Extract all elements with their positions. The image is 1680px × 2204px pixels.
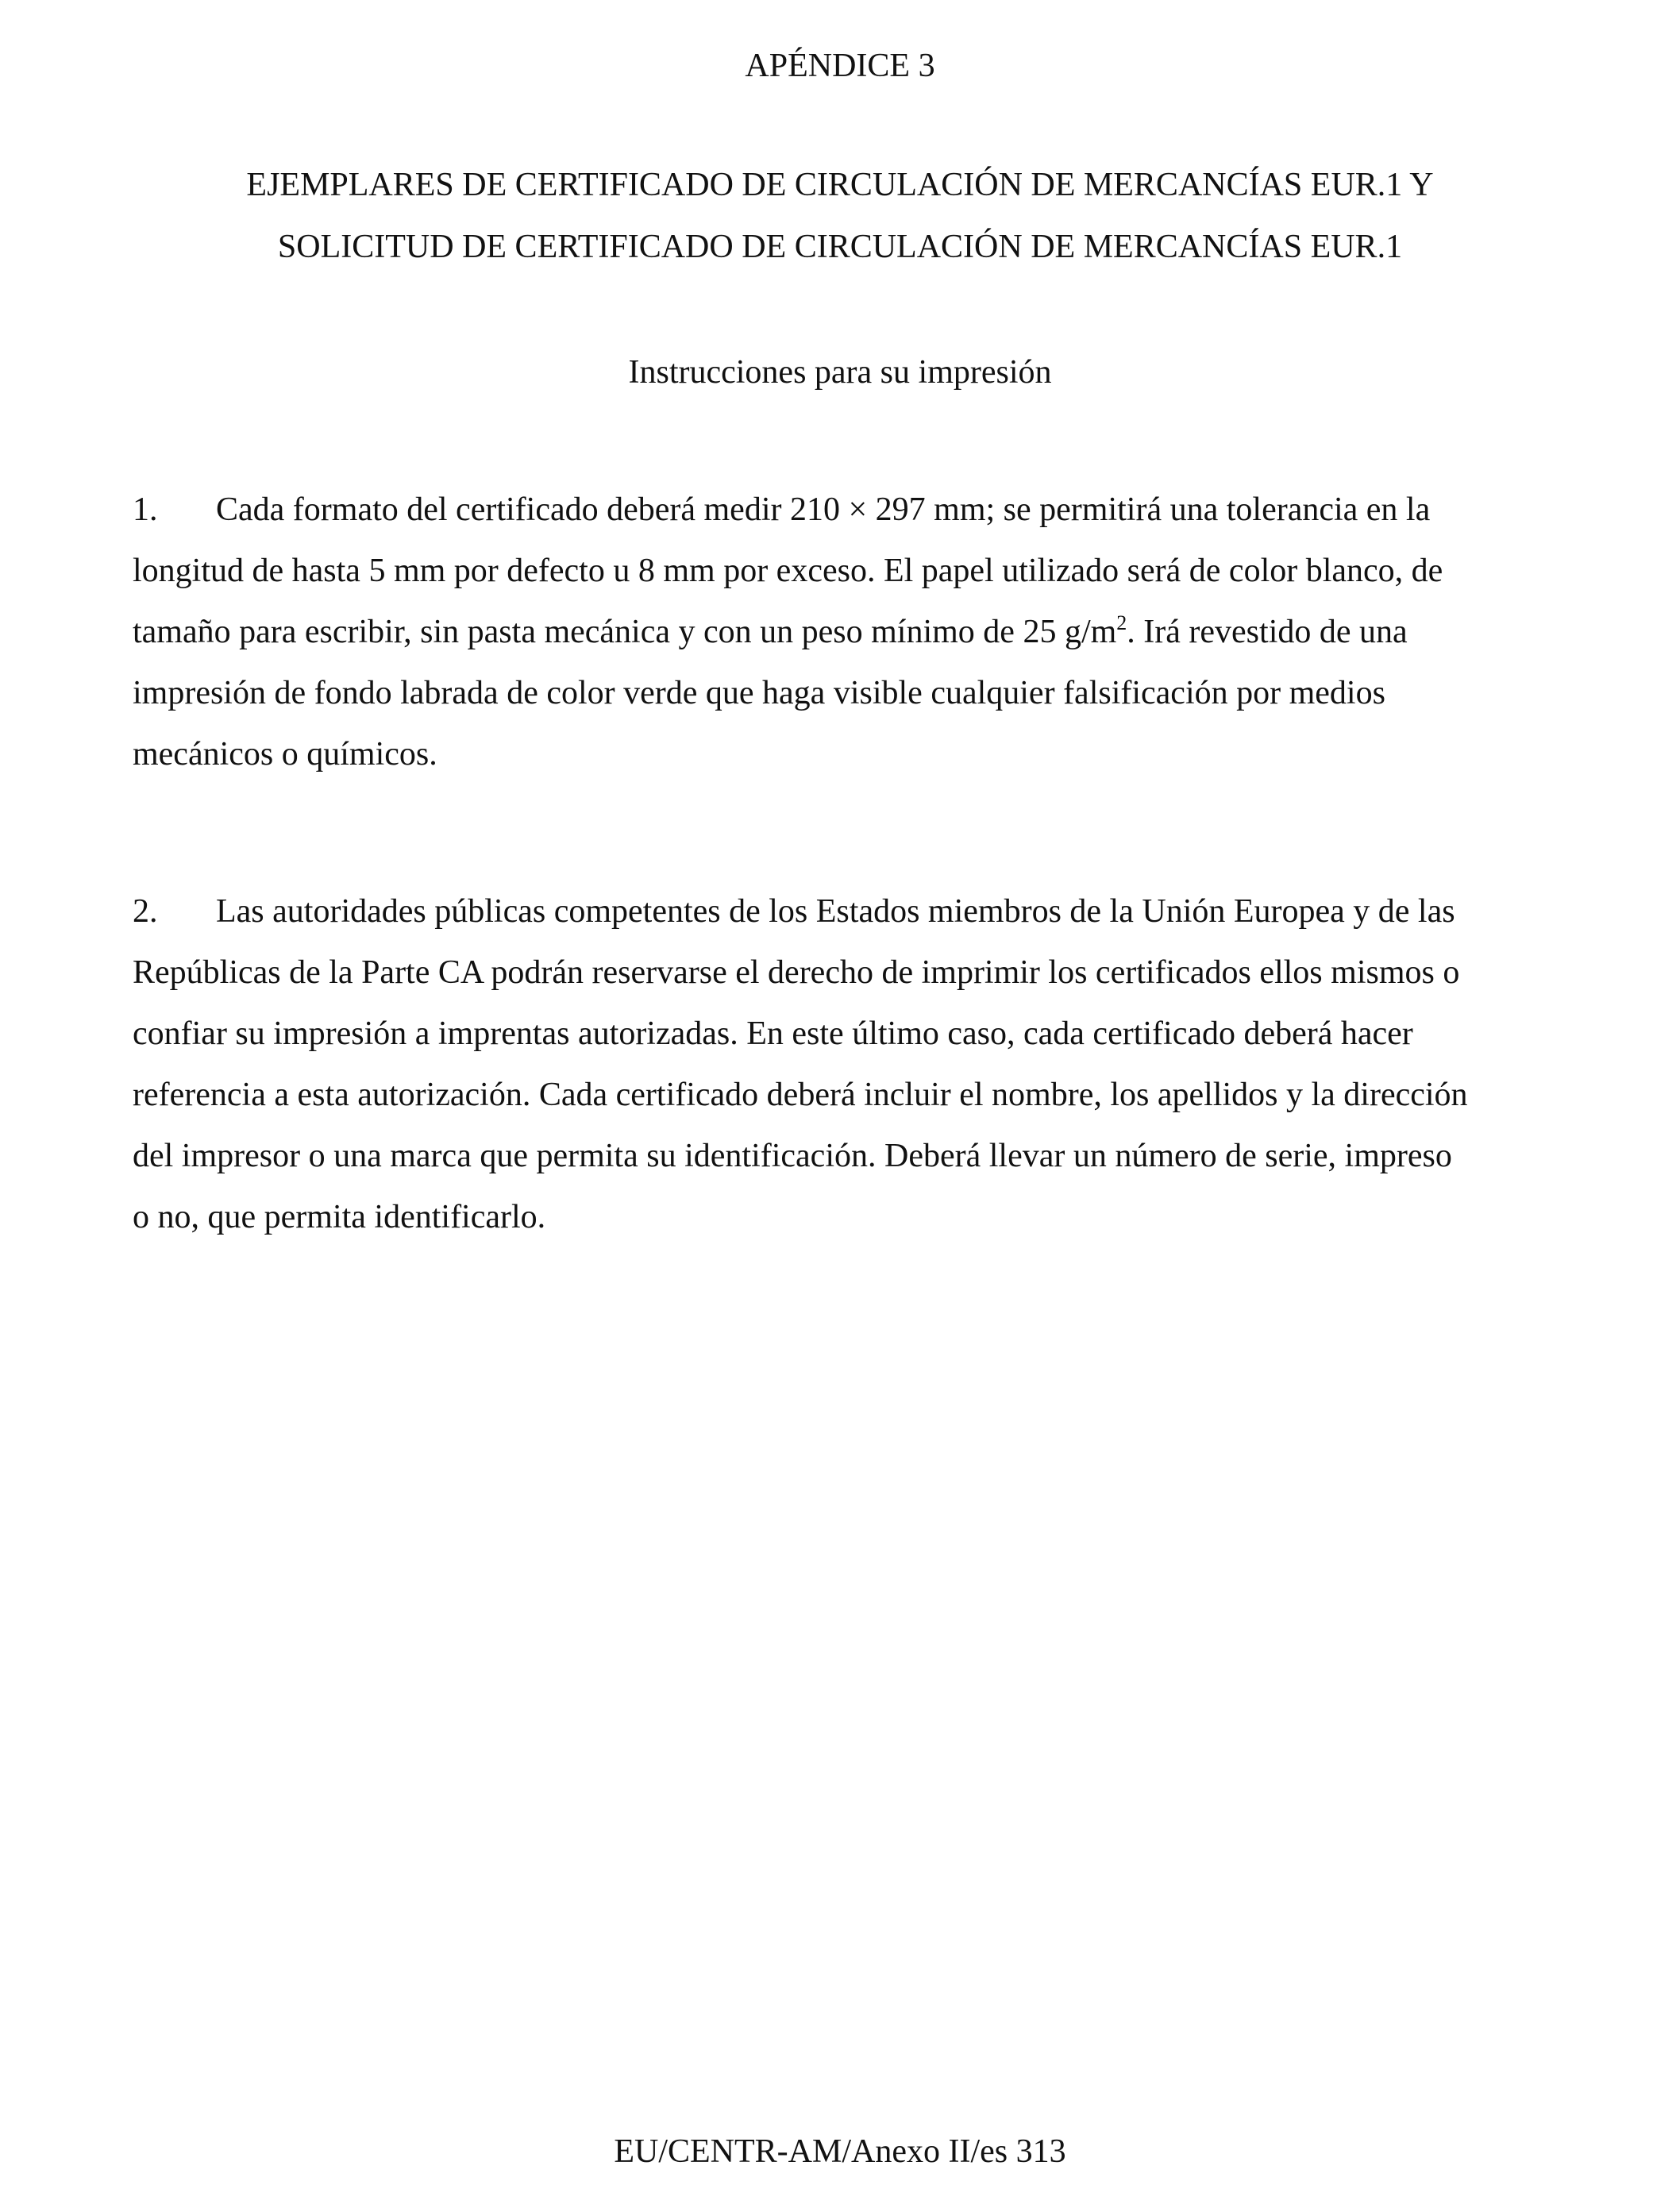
- paragraph-line: del impresor o una marca que permita su identificación. Deberá llevar un número de serie, impreso: [133, 1138, 1452, 1174]
- paragraph-number: 1.: [133, 491, 158, 528]
- paragraph-line: confiar su impresión a imprentas autorizadas. En este último caso, cada certificado deberá hacer: [133, 1015, 1413, 1052]
- document-title: [0, 154, 1680, 278]
- paragraph-line: longitud de hasta 5 mm por defecto u 8 mm por exceso. El papel utilizado será de color blanco, de: [133, 553, 1443, 589]
- paragraph-line: impresión de fondo labrada de color verde que haga visible cualquier falsificación por medios: [133, 675, 1385, 711]
- paragraph-line: Repúblicas de la Parte CA podrán reservarse el derecho de imprimir los certificados ellos mismos o: [133, 954, 1460, 991]
- title-line: SOLICITUD DE CERTIFICADO DE CIRCULACIÓN DE MERCANCÍAS EUR.1: [277, 229, 1403, 265]
- paragraph-line: [133, 480, 1562, 541]
- paragraph-2: [133, 881, 1562, 1248]
- paragraph-1: [133, 480, 1562, 785]
- paragraph-line: o no, que permita identificarlo.: [133, 1199, 546, 1235]
- page-footer: EU/CENTR-AM/Anexo II/es 313: [614, 2133, 1066, 2170]
- superscript: 2: [1116, 611, 1127, 634]
- section-subtitle: Instrucciones para su impresión: [628, 354, 1052, 391]
- paragraph-line: referencia a esta autorización. Cada certificado deberá incluir el nombre, los apellidos y la dirección: [133, 1077, 1468, 1113]
- paragraph-text: tamaño para escribir, sin pasta mecánica y con un peso mínimo de 25 g/m: [133, 614, 1117, 650]
- paragraph-text: Las autoridades públicas competentes de los Estados miembros de la Unión Europea y de las: [216, 893, 1455, 930]
- paragraph-text: . Irá revestido de una: [1127, 614, 1408, 650]
- title-line: EJEMPLARES DE CERTIFICADO DE CIRCULACIÓN DE MERCANCÍAS EUR.1 Y: [246, 167, 1434, 203]
- appendix-heading: APÉNDICE 3: [745, 48, 935, 84]
- paragraph-line: [133, 602, 1562, 663]
- paragraph-number: 2.: [133, 893, 158, 930]
- paragraph-text: Cada formato del certificado deberá medir 210 × 297 mm; se permitirá una tolerancia en la: [216, 491, 1431, 528]
- paragraph-line: mecánicos o químicos.: [133, 736, 437, 773]
- paragraph-line: [133, 881, 1562, 942]
